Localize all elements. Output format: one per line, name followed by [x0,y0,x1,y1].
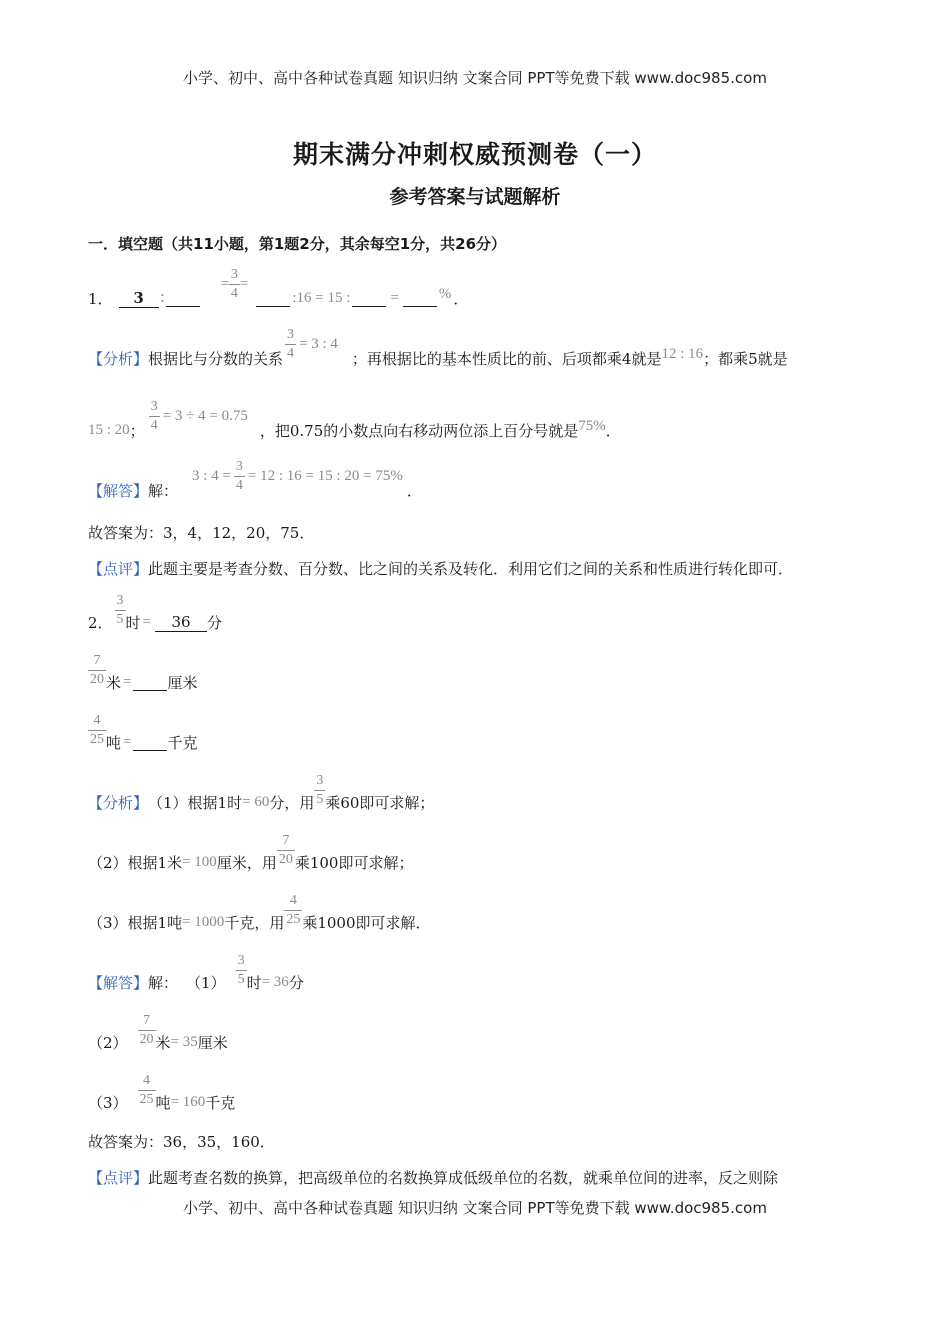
q1-comment-text: 此题主要是考查分数、百分数、比之间的关系及转化．利用它们之间的关系和性质进行转化即可． [148,560,794,578]
q2-analysis-3 [88,892,431,952]
q1-colon: ∶ [160,290,165,307]
q1-eq-3: = [390,289,399,306]
q2-comment [88,1167,778,1188]
page-subtitle: 参考答案与试题解析 [389,186,561,208]
q1-analysis-line-2 [88,400,621,460]
q2-solution-3-unit: 吨 [155,1093,171,1112]
q1-percent: % [438,285,452,302]
q1-solution-period: ． [406,481,422,500]
q1-comment-tag: 【点评】 [88,560,149,578]
q2-analysis-2 [88,832,413,892]
q1-eq-1: = [220,275,229,292]
q2-analysis-3-c: 乘1000即可求解． [302,913,431,932]
q1-analysis-fraction-2: $\frac{3}{4}$ [150,398,158,433]
section-heading: 一．填空题（共11小题，第1题2分，其余每空1分，共26分） [88,235,507,253]
q2-analysis-2-fraction: $\frac{7}{20}$ [278,832,293,867]
q1-analysis-text-d: ，把0.75的小数点向右移动两位添上百分号就是 [259,421,579,440]
q1-solution-math-2: = 12 : 16 = 15 : 20 = 75% [247,467,403,484]
q1-ratio: :16 = 15 : [292,289,351,306]
q2-item-1 [88,592,222,652]
q2-solution-3 [88,1072,235,1132]
page-header: 小学、初中、高中各种试卷真题 知识归纳 文案合同 PPT等免费下载 www.doc985.com [183,69,767,87]
q2-item-3-fraction: $\frac{4}{25}$ [90,712,104,747]
q1-blank-2 [256,290,290,307]
q2-solution-1-fraction: $\frac{3}{5}$ [237,952,245,987]
q2-solution-tag: 【解答】 [88,973,149,992]
q1-analysis-math-3: 15 : 20 [88,421,130,438]
q1-analysis-text-e: ． [605,421,621,440]
q2-item-2 [88,652,198,712]
q2-analysis-2-a: （2）根据1米 [88,853,183,872]
q2-solution-3-idx: （3） [88,1093,128,1112]
q2-analysis-3-fraction: $\frac{4}{25}$ [286,892,301,927]
q2-solution-2-math: = 35 [170,1033,198,1050]
q2-analysis-1-math: = 60 [242,793,270,810]
q2-solution-1-target: 分 [288,973,304,992]
q2-item-3-unit: 吨 [106,733,122,752]
q2-solution-2-target: 厘米 [197,1033,228,1052]
q2-item-1-target: 分 [207,613,223,632]
q1-analysis-math-1: = 3 : 4 [299,335,338,352]
q2-item-1-fraction: $\frac{3}{5}$ [116,592,124,627]
q2-solution-2-unit: 米 [155,1033,171,1052]
q2-item-1-unit: 时 [125,613,141,632]
q1-analysis-line-1 [88,328,788,388]
q2-analysis-1-fraction: $\frac{3}{5}$ [316,772,324,807]
q1-comment [88,558,793,579]
q2-solution-1-math: = 36 [261,973,289,990]
q2-solution-2-idx: （2） [88,1033,128,1052]
q1-fraction: $\frac{3}{4}$ [230,266,238,301]
q2-item-2-unit: 米 [106,673,122,692]
q1-eq-2: = [239,275,249,292]
q2-solution-3-target: 千克 [205,1093,236,1112]
q2-solution-3-fraction: $\frac{4}{25}$ [139,1072,154,1107]
q1-solution-math-1: 3 : 4 = [192,467,231,484]
q1-answer: 3 [119,289,159,308]
q2-item-3-blank [133,734,167,751]
q2-analysis-tag: 【分析】 [88,793,149,812]
q1-period: ． [453,289,469,308]
q2-comment-tag: 【点评】 [88,1169,149,1187]
q2-analysis-1-a: （1）根据1时 [148,793,243,812]
q2-analysis-3-a: （3）根据1吨 [88,913,183,932]
q2-comment-text: 此题考查名数的换算，把高级单位的名数换算成低级单位的名数，就乘单位间的进率，反之则除 [148,1169,779,1187]
q2-solution-1-idx: （1） [186,973,226,992]
q2-solution-prefix: 解： [148,973,179,992]
q1-number: 1． [88,289,113,308]
q2-analysis-2-math: = 100 [182,853,217,870]
q2-item-1-eq: = [142,613,152,630]
q1-analysis-math-4: = 3 ÷ 4 = 0.75 [162,407,248,424]
page-title: 期末满分冲刺权威预测卷（一） [292,140,657,169]
q1-blank-1 [166,290,200,307]
q2-analysis-3-b: 千克，用 [224,913,285,932]
q1-analysis-text-a: 根据比与分数的关系 [148,349,284,368]
q1-analysis-math-5: 75% [578,417,606,434]
q2-item-3-target: 千克 [167,733,198,752]
q2-number: 2． [88,613,113,632]
q2-solution-1-unit: 时 [246,973,262,992]
q1-analysis-math-2: 12 : 16 [661,345,704,362]
q2-solution-2 [88,1012,228,1072]
q2-analysis-1-b: 分，用 [269,793,315,812]
q2-item-2-blank [133,674,167,691]
q2-solution-2-fraction: $\frac{7}{20}$ [139,1012,154,1047]
q2-solution-1 [88,952,304,1012]
q2-item-1-answer: 36 [155,613,207,632]
q1-solution-prefix: 解： [148,481,179,500]
q1-analysis-text-b: ；再根据比的基本性质比的前、后项都乘4就是 [351,349,662,368]
q2-analysis-3-math: = 1000 [182,913,225,930]
q1-solution [88,460,422,520]
page-footer: 小学、初中、高中各种试卷真题 知识归纳 文案合同 PPT等免费下载 www.doc985.com [183,1199,767,1217]
q2-item-2-target: 厘米 [167,673,198,692]
q2-item-2-fraction: $\frac{7}{20}$ [90,652,104,687]
q2-analysis-1 [88,772,434,832]
q2-analysis-2-c: 乘100即可求解； [294,853,414,872]
q1-solution-fraction: $\frac{3}{4}$ [235,458,243,493]
q2-analysis-2-b: 厘米，用 [216,853,277,872]
q2-item-3-eq: = [123,733,132,750]
q1-final-answer: 故答案为：3，4，12，20，75． [88,524,315,542]
q1-question [88,268,468,328]
q1-analysis-fraction: $\frac{3}{4}$ [287,326,295,361]
q1-analysis-semicolon: ； [129,421,145,440]
q1-blank-4 [403,290,437,307]
q1-analysis-tag: 【分析】 [88,349,149,368]
q2-item-2-eq: = [123,673,132,690]
q2-analysis-1-c: 乘60即可求解； [325,793,435,812]
q2-solution-3-math: = 160 [170,1093,206,1110]
q2-item-3 [88,712,198,772]
q2-final-answer: 故答案为：36，35，160． [88,1133,275,1151]
q1-blank-3 [352,290,386,307]
q1-solution-tag: 【解答】 [88,481,149,500]
q1-analysis-text-c: ；都乘5就是 [703,349,788,368]
